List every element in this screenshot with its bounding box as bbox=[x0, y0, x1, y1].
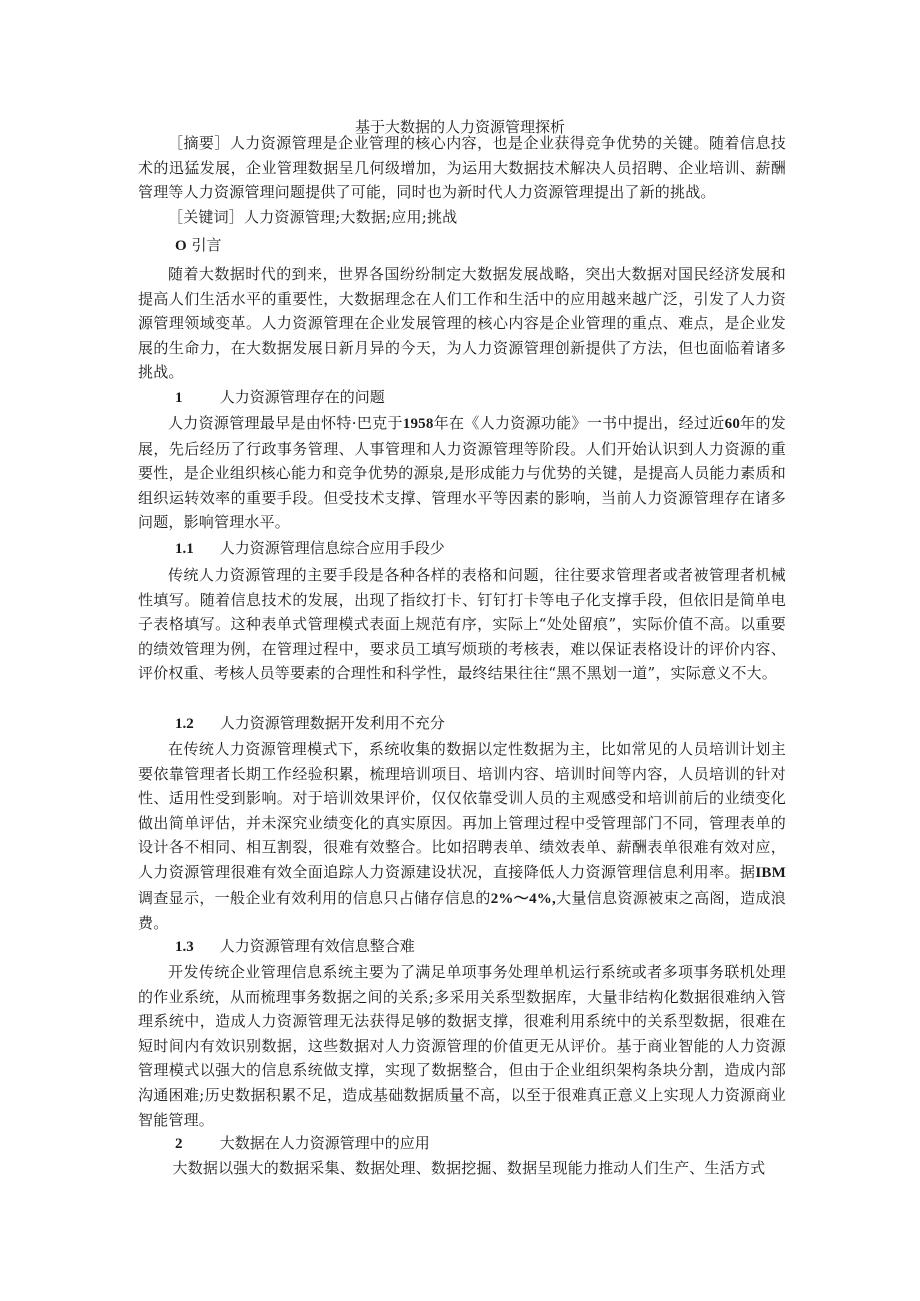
section-1-years: 60 bbox=[724, 416, 741, 432]
section-1-2-text-b: 调查显示，一般企业有效利用的信息只占储存信息的 bbox=[138, 888, 491, 907]
section-1-1-title: 人力资源管理信息综合应用手段少 bbox=[219, 539, 445, 557]
section-2-title: 大数据在人力资源管理中的应用 bbox=[219, 1134, 430, 1152]
section-0-title: 引言 bbox=[191, 236, 222, 254]
section-1-2-number: 1.2 bbox=[175, 716, 194, 732]
section-1-3-paragraph: 开发传统企业管理信息系统主要为了满足单项事务处理单机运行系统或者多项事务联机处理的作业系统，从而梳理事务数据之间的关系;多采用关系型数据库，大量非结构化数据很难纳入管理系统中，造成人力资源管理无法获得足够的数据支撑，很难利用系统中的关系型数据，很难在短时间内有效识别数据，这些数据对人力资源管理的价值更无从评价。基于商业智能的人力资源管理模式以强大的信息系统做支撑，实现了数据整合，但由于企业组织架构条块分割，造成内部沟通困难;历史数据积累不足，造成基础数据质量不高，以至于很难真正意义上实现人力资源商业智能管理。 bbox=[138, 963, 786, 1129]
keywords-paragraph: ［关键词］人力资源管理;大数据;应用;挑战 bbox=[168, 207, 458, 226]
section-1-1-body bbox=[138, 563, 786, 686]
section-1-1-number: 1.1 bbox=[175, 541, 194, 557]
section-1-3-title: 人力资源管理有效信息整合难 bbox=[219, 937, 415, 955]
section-1-1-paragraph: 传统人力资源管理的主要手段是各种各样的表格和问题，往往要求管理者或者被管理者机械性填写。随着信息技术的发展，出现了指纹打卡、钉钉打卡等电子化支撑手段，但依旧是简单电子表格填写。这种表单式管理模式表面上规范有序，实际上“处处留痕”，实际价值不高。以重要的绩效管理为例，在管理过程中，要求员工填写烦琐的考核表，难以保证表格设计的评价内容、评价权重、考核人员等要素的合理性和科学性，最终结果往往“黑不黑划一道”，实际意义不大。 bbox=[138, 566, 786, 683]
section-1-body bbox=[138, 411, 786, 535]
section-1-2-text-a: 在传统人力资源管理模式下，系统收集的数据以定性数据为主，比如常见的人员培训计划主要依靠管理者长期工作经验积累，梳理培训项目、培训内容、培训时间等内容，人员培训的针对性、适用性受到影响。对于培训效果评价，仅仅依靠受训人员的主观感受和培训前后的业绩变化做出简单评估，并未深究业绩变化的真实原因。再加上管理过程中受管理部门不同，管理表单的设计各不相同、相互割裂，很难有效整合。比如招聘表单、绩效表单、薪酬表单很难有效对应，人力资源管理很难有效全面追踪人力资源建设状况，直接降低人力资源管理信息利用率。据 bbox=[138, 740, 786, 881]
section-1-3-body bbox=[138, 960, 786, 1132]
section-1-paragraph bbox=[138, 411, 786, 535]
section-2-paragraph: 大数据以强大的数据采集、数据处理、数据挖掘、数据呈现能力推动人们生产、生活方式 bbox=[172, 1159, 766, 1177]
document-title: 基于大数据的人力资源管理探析 bbox=[354, 118, 565, 136]
section-1-2-percent: 2%～4%, bbox=[490, 890, 556, 907]
section-1-1-heading bbox=[175, 537, 445, 558]
section-1-3-number: 1.3 bbox=[175, 939, 194, 955]
abstract-paragraph: ［摘要］人力资源管理是企业管理的核心内容，也是企业获得竞争优势的关键。随着信息技术的迅猛发展，企业管理数据呈几何级增加，为运用大数据技术解决人员招聘、企业培训、薪酬管理等人力资源管理问题提供了可能，同时也为新时代人力资源管理提出了新的挑战。 bbox=[138, 134, 786, 202]
section-1-2-paragraph bbox=[138, 737, 786, 936]
section-1-text-b: 年在《人力资源功能》一书中提出，经过近 bbox=[433, 414, 725, 432]
section-0-paragraph: 随着大数据时代的到来，世界各国纷纷制定大数据发展战略，突出大数据对国民经济发展和提高人们生活水平的重要性，大数据理念在人们工作和生活中的应用越来越广泛，引发了人力资源管理领域变革。人力资源管理在企业发展管理的核心内容是企业管理的重点、难点，是企业发展的生命力，在大数据发展日新月异的今天，为人力资源管理创新提供了方法，但也面临着诸多挑战。 bbox=[138, 265, 786, 382]
abstract-block bbox=[138, 131, 786, 229]
section-2-heading bbox=[175, 1132, 430, 1153]
section-1-heading bbox=[175, 386, 385, 407]
section-1-3-heading bbox=[175, 935, 415, 956]
section-1-2-heading bbox=[175, 712, 445, 733]
section-0-number: O bbox=[175, 238, 187, 254]
section-0-body bbox=[138, 262, 786, 385]
section-1-text-a: 人力资源管理最早是由怀特·巴克于 bbox=[168, 414, 403, 432]
section-1-title: 人力资源管理存在的问题 bbox=[219, 388, 385, 406]
section-1-text-c: 年的发展，先后经历了行政事务管理、人事管理和人力资源管理等阶段。人们开始认识到人力资源的重要性，是企业组织核心能力和竞争优势的源泉,是形成能力与优势的关键，是提高人员能力素质和组织运转效率的重要手段。但受技术支撑、管理水平等因素的影响，当前人力资源管理存在诸多问题，影响管理水平。 bbox=[138, 414, 786, 532]
section-1-year: 1958 bbox=[402, 416, 434, 432]
section-1-2-text-c: 大量信息资源被束之高阁，造成浪费。 bbox=[138, 888, 787, 933]
section-1-number: 1 bbox=[175, 390, 183, 406]
section-2-number: 2 bbox=[175, 1136, 183, 1152]
section-1-2-ibm: IBM bbox=[755, 864, 786, 881]
section-1-2-body bbox=[138, 737, 786, 936]
section-2-body bbox=[138, 1156, 786, 1181]
section-1-2-title: 人力资源管理数据开发利用不充分 bbox=[219, 714, 445, 732]
section-0-heading bbox=[175, 234, 221, 255]
